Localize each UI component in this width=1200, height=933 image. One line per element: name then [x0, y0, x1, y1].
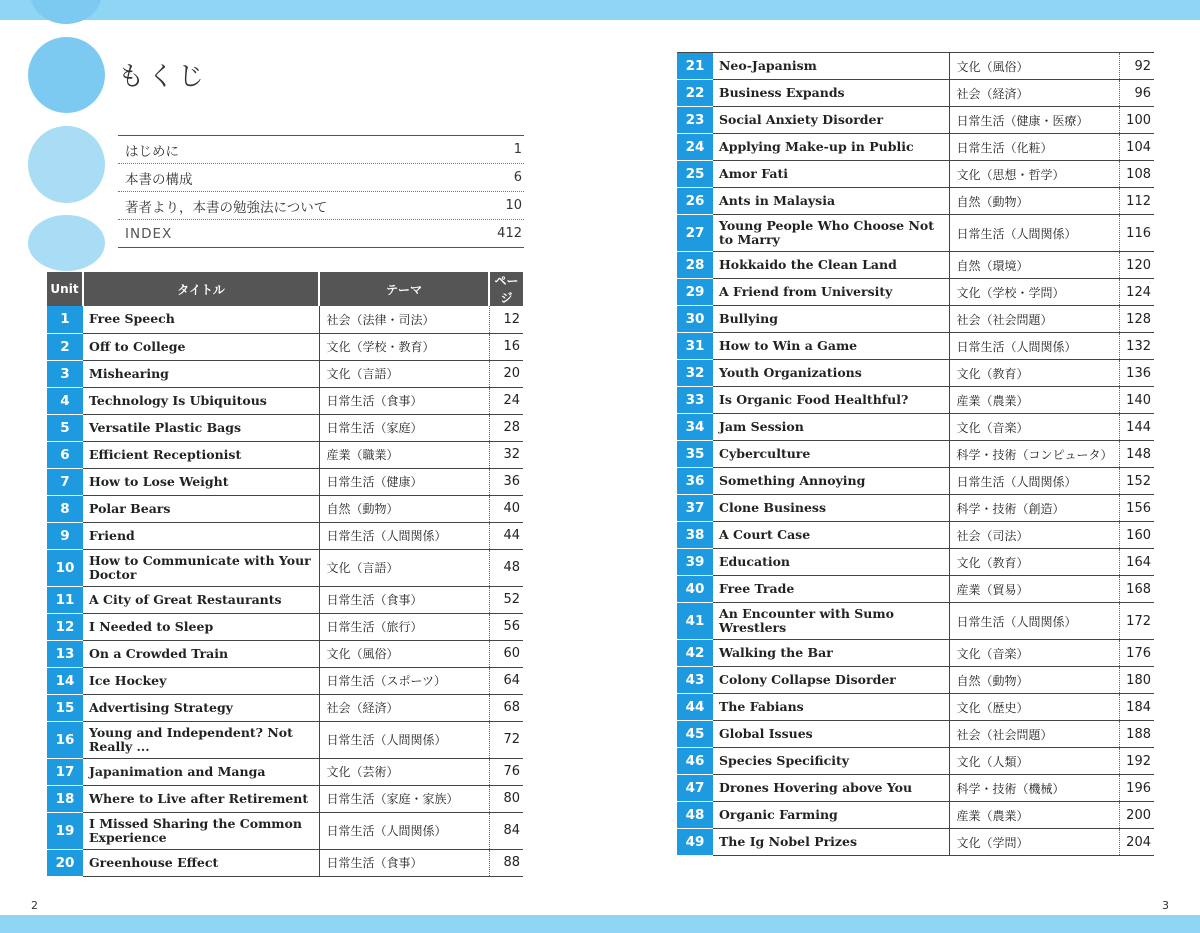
unit-title: Efficient Receptionist	[83, 441, 319, 468]
unit-number: 13	[47, 640, 83, 667]
unit-theme: 日常生活（健康・医療）	[949, 107, 1119, 134]
unit-theme: 日常生活（人間関係）	[949, 603, 1119, 640]
unit-theme: 文化（音楽）	[949, 640, 1119, 667]
unit-theme: 産業（貿易）	[949, 576, 1119, 603]
table-row[interactable]	[47, 468, 523, 495]
table-row[interactable]	[47, 360, 523, 387]
unit-theme: 文化（思想・哲学）	[949, 161, 1119, 188]
unit-title: Applying Make-up in Public	[713, 134, 949, 161]
unit-page: 84	[489, 812, 523, 849]
unit-page: 188	[1119, 721, 1154, 748]
unit-theme: 社会（経済）	[319, 694, 489, 721]
unit-number: 7	[47, 468, 83, 495]
unit-title: Organic Farming	[713, 802, 949, 829]
unit-page: 76	[489, 758, 523, 785]
unit-page: 116	[1119, 215, 1154, 252]
unit-title: Drones Hovering above You	[713, 775, 949, 802]
unit-theme: 日常生活（食事）	[319, 387, 489, 414]
unit-number: 3	[47, 360, 83, 387]
table-row[interactable]	[47, 640, 523, 667]
unit-theme: 科学・技術（創造）	[949, 495, 1119, 522]
intro-label: 著者より，本書の勉強法について	[125, 199, 328, 216]
unit-page: 64	[489, 667, 523, 694]
unit-number: 40	[677, 576, 713, 603]
unit-number: 24	[677, 134, 713, 161]
unit-theme: 自然（動物）	[949, 667, 1119, 694]
unit-number: 5	[47, 414, 83, 441]
unit-page: 60	[489, 640, 523, 667]
unit-number: 20	[47, 849, 83, 876]
header-page: ページ	[489, 272, 523, 306]
table-row[interactable]	[47, 586, 523, 613]
unit-page: 128	[1119, 306, 1154, 333]
unit-theme: 日常生活（人間関係）	[949, 468, 1119, 495]
unit-theme: 産業（農業）	[949, 802, 1119, 829]
unit-title: Bullying	[713, 306, 949, 333]
unit-title: Friend	[83, 522, 319, 549]
unit-page: 92	[1119, 53, 1154, 80]
unit-page: 24	[489, 387, 523, 414]
unit-number: 4	[47, 387, 83, 414]
unit-theme: 日常生活（人間関係）	[319, 721, 489, 758]
unit-page: 148	[1119, 441, 1154, 468]
unit-number: 37	[677, 495, 713, 522]
table-row[interactable]	[47, 306, 523, 333]
unit-title: Hokkaido the Clean Land	[713, 252, 949, 279]
unit-theme: 社会（法律・司法）	[319, 306, 489, 333]
unit-number: 6	[47, 441, 83, 468]
unit-page: 68	[489, 694, 523, 721]
unit-number: 30	[677, 306, 713, 333]
intro-label: 本書の構成	[125, 171, 193, 188]
unit-title: Social Anxiety Disorder	[713, 107, 949, 134]
unit-theme: 日常生活（家庭・家族）	[319, 785, 489, 812]
unit-title: A City of Great Restaurants	[83, 586, 319, 613]
table-row[interactable]	[677, 640, 1154, 667]
table-row[interactable]	[677, 694, 1154, 721]
table-row[interactable]	[47, 785, 523, 812]
unit-theme: 自然（動物）	[319, 495, 489, 522]
page-title: もくじ	[118, 62, 209, 92]
unit-page: 196	[1119, 775, 1154, 802]
intro-label: はじめに	[125, 143, 179, 160]
unit-title: Mishearing	[83, 360, 319, 387]
unit-theme: 文化（風俗）	[319, 640, 489, 667]
unit-number: 12	[47, 613, 83, 640]
unit-number: 27	[677, 215, 713, 252]
unit-theme: 文化（芸術）	[319, 758, 489, 785]
unit-title: Free Speech	[83, 306, 319, 333]
unit-title: Advertising Strategy	[83, 694, 319, 721]
toc-table-right	[677, 52, 1154, 856]
table-row[interactable]	[677, 522, 1154, 549]
table-row[interactable]	[677, 80, 1154, 107]
intro-page: 6	[513, 170, 522, 185]
unit-title: How to Lose Weight	[83, 468, 319, 495]
unit-title: On a Crowded Train	[83, 640, 319, 667]
table-row[interactable]	[677, 161, 1154, 188]
unit-theme: 日常生活（食事）	[319, 849, 489, 876]
unit-number: 21	[677, 53, 713, 80]
table-row[interactable]	[677, 107, 1154, 134]
unit-page: 156	[1119, 495, 1154, 522]
unit-number: 39	[677, 549, 713, 576]
unit-page: 124	[1119, 279, 1154, 306]
unit-number: 48	[677, 802, 713, 829]
table-row[interactable]	[677, 667, 1154, 694]
unit-page: 204	[1119, 829, 1154, 856]
table-row[interactable]	[47, 495, 523, 522]
unit-theme: 文化（学校・教育）	[319, 333, 489, 360]
unit-page: 144	[1119, 414, 1154, 441]
unit-title: Global Issues	[713, 721, 949, 748]
unit-theme: 産業（職業）	[319, 441, 489, 468]
unit-number: 23	[677, 107, 713, 134]
unit-title: Jam Session	[713, 414, 949, 441]
table-row[interactable]	[47, 613, 523, 640]
header-theme: テーマ	[319, 272, 489, 306]
page-number-left: 2	[31, 899, 38, 912]
table-row[interactable]	[677, 576, 1154, 603]
unit-page: 72	[489, 721, 523, 758]
unit-page: 52	[489, 586, 523, 613]
unit-number: 25	[677, 161, 713, 188]
decorative-circle	[28, 126, 105, 203]
unit-title: Business Expands	[713, 80, 949, 107]
unit-number: 47	[677, 775, 713, 802]
unit-number: 9	[47, 522, 83, 549]
unit-page: 28	[489, 414, 523, 441]
unit-theme: 文化（人類）	[949, 748, 1119, 775]
unit-page: 56	[489, 613, 523, 640]
unit-title: Youth Organizations	[713, 360, 949, 387]
unit-title: The Fabians	[713, 694, 949, 721]
unit-page: 36	[489, 468, 523, 495]
unit-number: 11	[47, 586, 83, 613]
intro-row[interactable]	[118, 220, 524, 248]
unit-theme: 文化（教育）	[949, 549, 1119, 576]
unit-page: 112	[1119, 188, 1154, 215]
intro-page: 1	[513, 142, 522, 157]
decorative-circle	[28, 215, 105, 271]
table-row[interactable]	[677, 829, 1154, 856]
unit-theme: 科学・技術（機械）	[949, 775, 1119, 802]
unit-title: Ants in Malaysia	[713, 188, 949, 215]
table-row[interactable]	[677, 53, 1154, 80]
unit-page: 48	[489, 549, 523, 586]
unit-theme: 産業（農業）	[949, 387, 1119, 414]
unit-page: 80	[489, 785, 523, 812]
unit-number: 31	[677, 333, 713, 360]
unit-number: 15	[47, 694, 83, 721]
unit-theme: 日常生活（化粧）	[949, 134, 1119, 161]
unit-theme: 文化（歴史）	[949, 694, 1119, 721]
unit-number: 16	[47, 721, 83, 758]
unit-page: 184	[1119, 694, 1154, 721]
unit-page: 104	[1119, 134, 1154, 161]
unit-number: 19	[47, 812, 83, 849]
unit-page: 160	[1119, 522, 1154, 549]
intro-label: INDEX	[125, 225, 173, 242]
table-row[interactable]	[47, 549, 523, 586]
unit-theme: 日常生活（人間関係）	[949, 215, 1119, 252]
table-row[interactable]	[677, 748, 1154, 775]
unit-title: Something Annoying	[713, 468, 949, 495]
unit-title: Young and Independent? Not Really ...	[83, 721, 319, 758]
unit-page: 120	[1119, 252, 1154, 279]
unit-theme: 日常生活（食事）	[319, 586, 489, 613]
unit-title: Where to Live after Retirement	[83, 785, 319, 812]
unit-title: Free Trade	[713, 576, 949, 603]
unit-number: 14	[47, 667, 83, 694]
table-row[interactable]	[677, 252, 1154, 279]
unit-title: Is Organic Food Healthful?	[713, 387, 949, 414]
unit-theme: 自然（環境）	[949, 252, 1119, 279]
table-header-row	[47, 272, 523, 306]
table-row[interactable]	[677, 495, 1154, 522]
unit-page: 12	[489, 306, 523, 333]
unit-theme: 日常生活（人間関係）	[319, 522, 489, 549]
unit-number: 41	[677, 603, 713, 640]
unit-page: 16	[489, 333, 523, 360]
table-row[interactable]	[47, 522, 523, 549]
table-row[interactable]	[47, 812, 523, 849]
unit-title: Technology Is Ubiquitous	[83, 387, 319, 414]
unit-number: 18	[47, 785, 83, 812]
unit-page: 132	[1119, 333, 1154, 360]
unit-number: 45	[677, 721, 713, 748]
unit-title: A Court Case	[713, 522, 949, 549]
unit-number: 49	[677, 829, 713, 856]
unit-title: Off to College	[83, 333, 319, 360]
unit-page: 172	[1119, 603, 1154, 640]
header-unit: Unit	[47, 272, 83, 306]
unit-page: 136	[1119, 360, 1154, 387]
table-row[interactable]	[47, 849, 523, 876]
unit-theme: 科学・技術（コンピュータ）	[949, 441, 1119, 468]
unit-theme: 文化（学校・学問）	[949, 279, 1119, 306]
unit-page: 176	[1119, 640, 1154, 667]
table-row[interactable]	[677, 333, 1154, 360]
top-color-band	[0, 0, 1200, 20]
unit-theme: 日常生活（家庭）	[319, 414, 489, 441]
unit-theme: 文化（風俗）	[949, 53, 1119, 80]
unit-title: Education	[713, 549, 949, 576]
unit-title: Neo-Japanism	[713, 53, 949, 80]
unit-title: How to Win a Game	[713, 333, 949, 360]
unit-number: 26	[677, 188, 713, 215]
unit-number: 38	[677, 522, 713, 549]
unit-number: 43	[677, 667, 713, 694]
unit-number: 46	[677, 748, 713, 775]
table-row[interactable]	[677, 279, 1154, 306]
table-row[interactable]	[677, 802, 1154, 829]
unit-page: 20	[489, 360, 523, 387]
unit-title: Greenhouse Effect	[83, 849, 319, 876]
table-row[interactable]	[677, 360, 1154, 387]
unit-theme: 社会（司法）	[949, 522, 1119, 549]
intro-row[interactable]	[118, 164, 524, 192]
unit-number: 34	[677, 414, 713, 441]
unit-title: An Encounter with Sumo Wrestlers	[713, 603, 949, 640]
table-row[interactable]	[47, 441, 523, 468]
unit-number: 8	[47, 495, 83, 522]
unit-theme: 社会（社会問題）	[949, 306, 1119, 333]
unit-theme: 文化（学問）	[949, 829, 1119, 856]
unit-number: 2	[47, 333, 83, 360]
unit-title: Clone Business	[713, 495, 949, 522]
toc-table-left	[47, 272, 523, 877]
unit-theme: 日常生活（人間関係）	[949, 333, 1119, 360]
unit-number: 29	[677, 279, 713, 306]
intro-page: 412	[497, 226, 522, 241]
unit-number: 28	[677, 252, 713, 279]
unit-page: 44	[489, 522, 523, 549]
intro-row[interactable]	[118, 192, 524, 220]
table-row[interactable]	[47, 721, 523, 758]
unit-number: 10	[47, 549, 83, 586]
unit-title: The Ig Nobel Prizes	[713, 829, 949, 856]
unit-title: Polar Bears	[83, 495, 319, 522]
table-row[interactable]	[47, 667, 523, 694]
intro-list	[118, 135, 524, 248]
unit-number: 42	[677, 640, 713, 667]
unit-number: 32	[677, 360, 713, 387]
unit-title: Versatile Plastic Bags	[83, 414, 319, 441]
unit-title: Japanimation and Manga	[83, 758, 319, 785]
unit-page: 108	[1119, 161, 1154, 188]
unit-page: 164	[1119, 549, 1154, 576]
unit-page: 40	[489, 495, 523, 522]
table-row[interactable]	[677, 306, 1154, 333]
table-row[interactable]	[677, 775, 1154, 802]
unit-page: 180	[1119, 667, 1154, 694]
intro-page: 10	[505, 198, 522, 213]
table-row[interactable]	[677, 721, 1154, 748]
unit-page: 192	[1119, 748, 1154, 775]
table-row[interactable]	[677, 603, 1154, 640]
unit-title: Species Specificity	[713, 748, 949, 775]
table-row[interactable]	[677, 468, 1154, 495]
unit-theme: 文化（音楽）	[949, 414, 1119, 441]
unit-title: Amor Fati	[713, 161, 949, 188]
unit-theme: 社会（経済）	[949, 80, 1119, 107]
table-row[interactable]	[47, 414, 523, 441]
unit-title: Cyberculture	[713, 441, 949, 468]
unit-title: Colony Collapse Disorder	[713, 667, 949, 694]
decorative-circle	[28, 37, 105, 113]
unit-title: Walking the Bar	[713, 640, 949, 667]
header-title: タイトル	[83, 272, 319, 306]
unit-title: Ice Hockey	[83, 667, 319, 694]
table-row[interactable]	[47, 387, 523, 414]
unit-title: A Friend from University	[713, 279, 949, 306]
unit-theme: 文化（言語）	[319, 549, 489, 586]
unit-title: I Needed to Sleep	[83, 613, 319, 640]
table-row[interactable]	[47, 758, 523, 785]
intro-row[interactable]	[118, 136, 524, 164]
unit-theme: 社会（社会問題）	[949, 721, 1119, 748]
unit-page: 100	[1119, 107, 1154, 134]
unit-number: 35	[677, 441, 713, 468]
unit-number: 33	[677, 387, 713, 414]
bottom-color-band	[0, 915, 1200, 933]
unit-theme: 自然（動物）	[949, 188, 1119, 215]
unit-page: 200	[1119, 802, 1154, 829]
unit-theme: 日常生活（健康）	[319, 468, 489, 495]
table-row[interactable]	[677, 549, 1154, 576]
unit-title: Young People Who Choose Not to Marry	[713, 215, 949, 252]
unit-title: How to Communicate with Your Doctor	[83, 549, 319, 586]
table-row[interactable]	[677, 134, 1154, 161]
unit-number: 36	[677, 468, 713, 495]
page-number-right: 3	[1162, 899, 1169, 912]
table-row[interactable]	[47, 333, 523, 360]
unit-theme: 日常生活（旅行）	[319, 613, 489, 640]
unit-page: 168	[1119, 576, 1154, 603]
table-row[interactable]	[677, 188, 1154, 215]
table-row[interactable]	[47, 694, 523, 721]
unit-number: 1	[47, 306, 83, 333]
unit-page: 88	[489, 849, 523, 876]
decorative-circle	[30, 0, 102, 24]
table-row[interactable]	[677, 441, 1154, 468]
unit-page: 32	[489, 441, 523, 468]
unit-number: 44	[677, 694, 713, 721]
unit-page: 96	[1119, 80, 1154, 107]
table-row[interactable]	[677, 215, 1154, 252]
unit-theme: 日常生活（人間関係）	[319, 812, 489, 849]
unit-theme: 文化（言語）	[319, 360, 489, 387]
table-row[interactable]	[677, 414, 1154, 441]
unit-number: 17	[47, 758, 83, 785]
unit-title: I Missed Sharing the Common Experience	[83, 812, 319, 849]
unit-number: 22	[677, 80, 713, 107]
unit-page: 140	[1119, 387, 1154, 414]
unit-page: 152	[1119, 468, 1154, 495]
unit-theme: 文化（教育）	[949, 360, 1119, 387]
unit-theme: 日常生活（スポーツ）	[319, 667, 489, 694]
table-row[interactable]	[677, 387, 1154, 414]
